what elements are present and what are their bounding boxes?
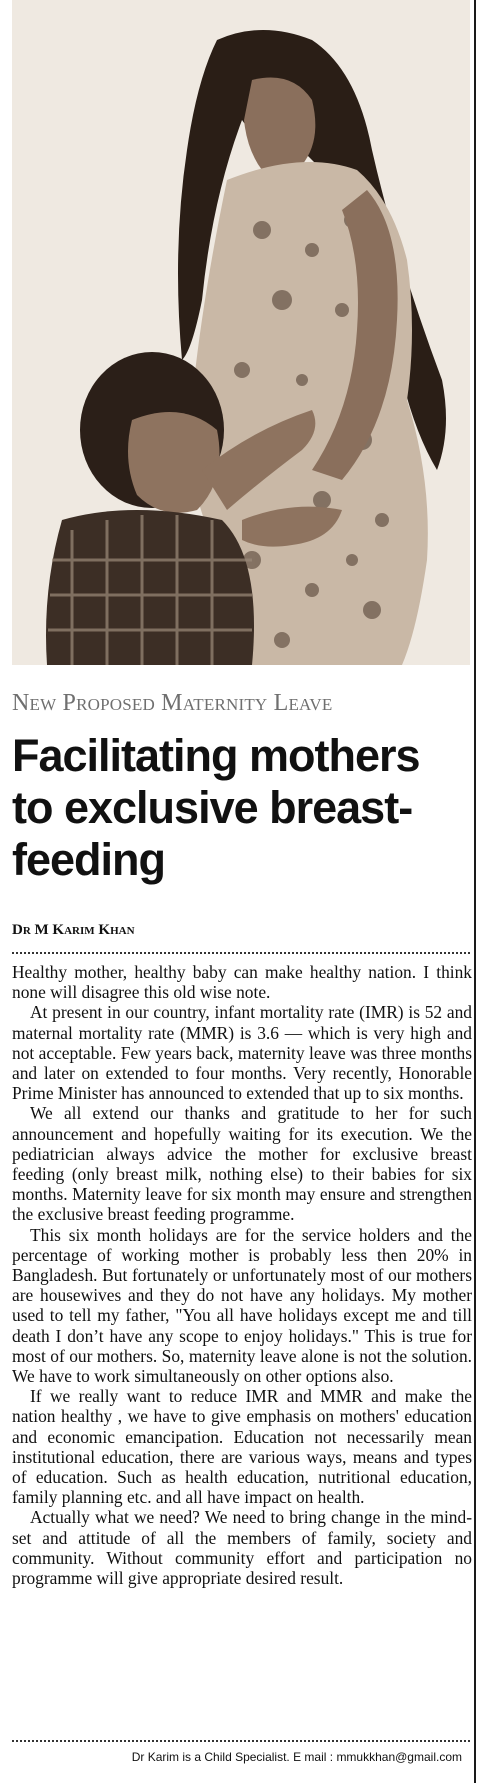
body-paragraph: At present in our country, infant mortality rate (IMR) is 52 and maternal mortality rate (MMR) is 3.6 — which is very high and not acceptable. Few years back, maternity leave was three months and later on extended to four months. Very recently, Honorable Prime Minister has announced to extended that up to six months. [12,1002,472,1104]
dotted-divider [12,1740,470,1742]
body-paragraph: Healthy mother, healthy baby can make healthy nation. I think none will disagree this old wise note. [12,962,472,1003]
headline-line: Facilitating mothers [12,730,420,781]
body-paragraph: We all extend our thanks and gratitude to her for such announcement and hopefully waiting for its execution. We the pediatrician always advice the mother for exclusive breast feeding (only breast milk, nothing else) to their babies for six months. Maternity leave for six month may ensure and strengthen the exclusive breast feeding programme. [12,1103,472,1225]
body-paragraph: Actually what we need? We need to bring change in the mind-set and attitude of all the members of family, society and community. Without community effort and participation no programme will give appropriate desired result. [12,1507,472,1589]
article-headline [12,730,474,886]
dotted-divider [12,952,470,954]
mother-and-child-photo [12,0,470,665]
headline-line: to exclusive breast- [12,782,413,833]
article-byline: Dr M Karim Khan [12,922,135,938]
author-note: Dr Karim is a Child Specialist. E mail : mmukkhan@gmail.com [131,1750,462,1764]
headline-line: feeding [12,834,166,885]
body-paragraph: This six month holidays are for the service holders and the percentage of working mother is probably less then 20% in Bangladesh. But fortunately or unfortunately most of our mothers are housewives and they do not have any holidays. My mother used to tell my father, "You all have holidays except me and till death I don’t have any scope to enjoy holidays." This is true for most of our mothers. So, maternity leave alone is not the solution. We have to work simultaneously on other options also. [12,1224,472,1387]
article-body [12,962,472,1588]
article-kicker: New Proposed Maternity Leave [12,690,333,716]
article-photo [12,0,470,665]
body-paragraph: If we really want to reduce IMR and MMR and make the nation healthy , we have to give emphasis on mothers' education and economic emancipation. Education not necessarily mean institutional education, there are various ways, means and types of education. Such as health education, nutritional education, family planning etc. and all have impact on health. [12,1386,472,1508]
